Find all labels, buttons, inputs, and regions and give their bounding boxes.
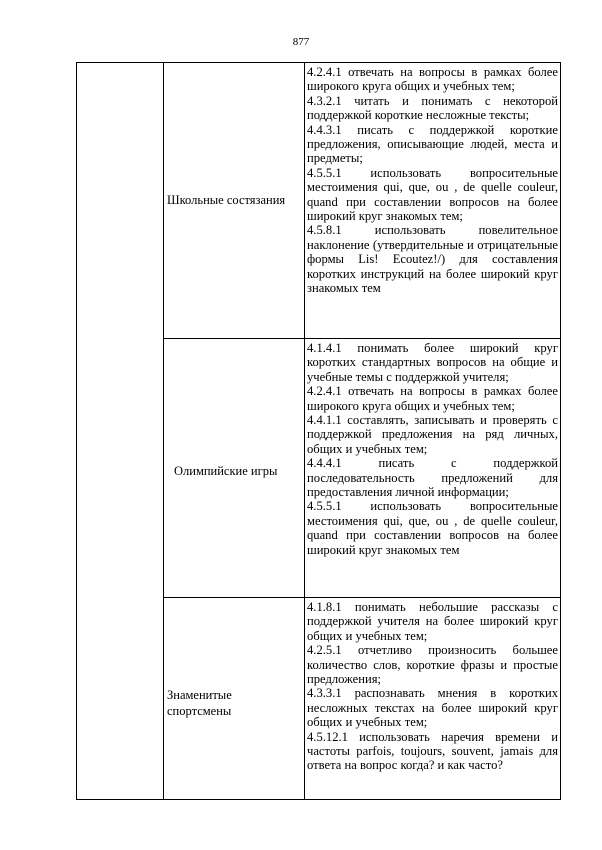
objectives-cell: [305, 63, 560, 296]
topic-cell: [164, 339, 305, 597]
objective-item: 4.5.5.1 использовать вопросительные местоимения qui, que, ou , de quelle couleur, quand при составлении вопросов на более широкий круг знакомых тем: [307, 499, 558, 557]
objective-item: 4.1.8.1 понимать небольшие рассказы с поддержкой учителя на более широкий круг общих и учебных тем;: [307, 600, 558, 643]
objective-item: 4.5.12.1 использовать наречия времени и частоты parfois, toujours, souvent, jamais для ответа на вопрос когда? и как часто?: [307, 729, 558, 773]
topic-cell: [164, 63, 305, 338]
topic-label: Олимпийские игры: [174, 464, 278, 478]
objective-item: 4.4.4.1 писать с поддержкой последовательность предложений для предоставления личной информации;: [307, 456, 558, 500]
objective-item: 4.3.3.1 распознавать мнения в коротких несложных текстах на более широкий круг общих и учебных тем;: [307, 686, 558, 730]
objective-item: 4.1.4.1 понимать более широкий круг коротких стандартных вопросов на общие и учебные темы с поддержкой учителя;: [307, 341, 558, 384]
objective-item: 4.5.5.1 использовать вопросительные местоимения qui, que, ou , de quelle couleur, quand при составлении вопросов на более широкий круг знакомых тем;: [307, 165, 558, 224]
table-empty-first-column: [77, 63, 164, 799]
topic-label: Знаменитые спортсмены: [167, 688, 232, 718]
objective-item: 4.5.8.1 использовать повелительное наклонение (утвердительные и отрицательные формы Lis! Ecoutez!/) для составления коротких инструкций на более широкий круг знакомых тем: [307, 223, 558, 296]
objective-item: 4.4.3.1 писать с поддержкой короткие предложения, описывающие людей, места и предметы;: [307, 122, 558, 166]
topic-cell: [164, 598, 305, 799]
topic-label: Школьные состязания: [167, 193, 286, 207]
objectives-text: [307, 65, 558, 296]
objective-item: 4.4.1.1 составлять, записывать и проверять с поддержкой предложения на ряд личных, общих и учебных тем;: [307, 413, 558, 456]
objectives-cell: [305, 598, 560, 773]
objectives-cell: [305, 339, 560, 557]
objective-item: 4.2.4.1 отвечать на вопросы в рамках более широкого круга общих и учебных тем;: [307, 65, 558, 94]
table-row: [164, 597, 560, 799]
curriculum-table: [76, 62, 561, 800]
objective-item: 4.2.5.1 отчетливо произносить большее количество слов, короткие фразы и простые предложения;: [307, 643, 558, 687]
objective-item: 4.3.2.1 читать и понимать с некоторой поддержкой короткие несложные тексты;: [307, 93, 558, 123]
objectives-text: [307, 600, 558, 773]
objective-item: 4.2.4.1 отвечать на вопросы в рамках более широкого круга общих и учебных тем;: [307, 384, 558, 413]
table-row: [164, 338, 560, 597]
page-number: 877: [292, 36, 310, 48]
objectives-text: [307, 341, 558, 557]
table-row: [164, 63, 560, 338]
